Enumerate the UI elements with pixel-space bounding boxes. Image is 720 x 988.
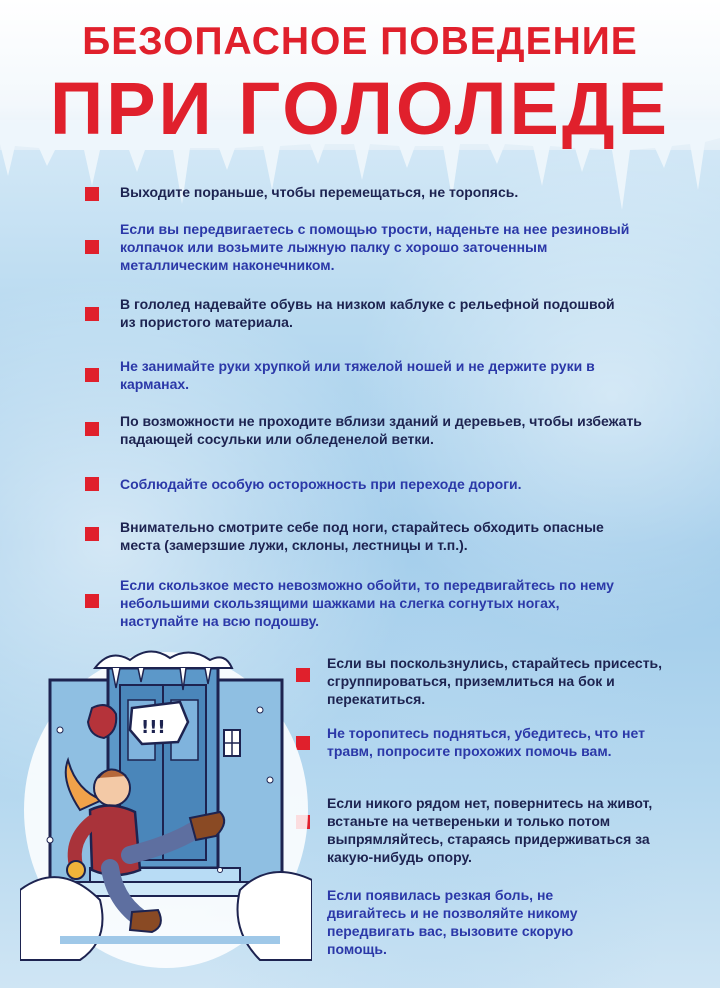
title-line-2: ПРИ ГОЛОЛЕДЕ xyxy=(50,67,670,150)
bullet-icon xyxy=(85,368,99,382)
bullet-icon xyxy=(85,594,99,608)
bullet-icon xyxy=(85,527,99,541)
tip-text: Если никого рядом нет, повернитесь на живот, встаньте на четвереньки и только потом выпрямляйтесь, стараясь придерживаться за какую-нибудь опору. xyxy=(327,795,653,865)
title-line-1: БЕЗОПАСНОЕ ПОВЕДЕНИЕ xyxy=(82,20,638,63)
tip-text: Выходите пораньше, чтобы перемещаться, не торопясь. xyxy=(120,184,519,200)
tip-text: По возможности не проходите вблизи зданий и деревьев, чтобы избежать падающей сосульки или обледенелой ветки. xyxy=(120,413,642,447)
tip-text: Если появилась резкая боль, не двигайтесь и не позволяйте никому передвигать вас, вызовите скорую помощь. xyxy=(327,887,578,957)
tip-text: Если вы передвигаетесь с помощью трости, наденьте на нее резиновый колпачок или возьмите лыжную палку с хорошо заточенным металлическим наконечником. xyxy=(120,221,630,273)
tip-text: Если скользкое место невозможно обойти, то передвигайтесь по нему небольшими скользящими шажками на слегка согнутых ногах, наступайте на всю подошву. xyxy=(120,577,614,629)
speech-bubble-text: !!! xyxy=(141,717,166,738)
door-icon xyxy=(224,730,240,756)
tip-text: Не торопитесь подняться, убедитесь, что нет травм, попросите прохожих помочь вам. xyxy=(327,725,645,759)
bullet-icon xyxy=(85,307,99,321)
tip-text: Не занимайте руки хрупкой или тяжелой ношей и не держите руки в карманах. xyxy=(120,358,595,392)
tip-text: Соблюдайте особую осторожность при переходе дороги. xyxy=(120,476,522,492)
tip-text: В гололед надевайте обувь на низком каблуке с рельефной подошвой из пористого материала. xyxy=(120,296,615,330)
bullet-icon xyxy=(85,240,99,254)
bullet-icon xyxy=(85,187,99,201)
tip-text: Если вы поскользнулись, старайтесь присесть, сгруппироваться, приземлиться на бок и перекатиться. xyxy=(327,655,663,707)
tip-text: Внимательно смотрите себе под ноги, старайтесь обходить опасные места (замерзшие лужи, склоны, лестницы и т.п.). xyxy=(120,519,604,553)
man-slipping-illustration xyxy=(20,640,312,970)
bullet-icon xyxy=(85,422,99,436)
bullet-icon xyxy=(85,477,99,491)
